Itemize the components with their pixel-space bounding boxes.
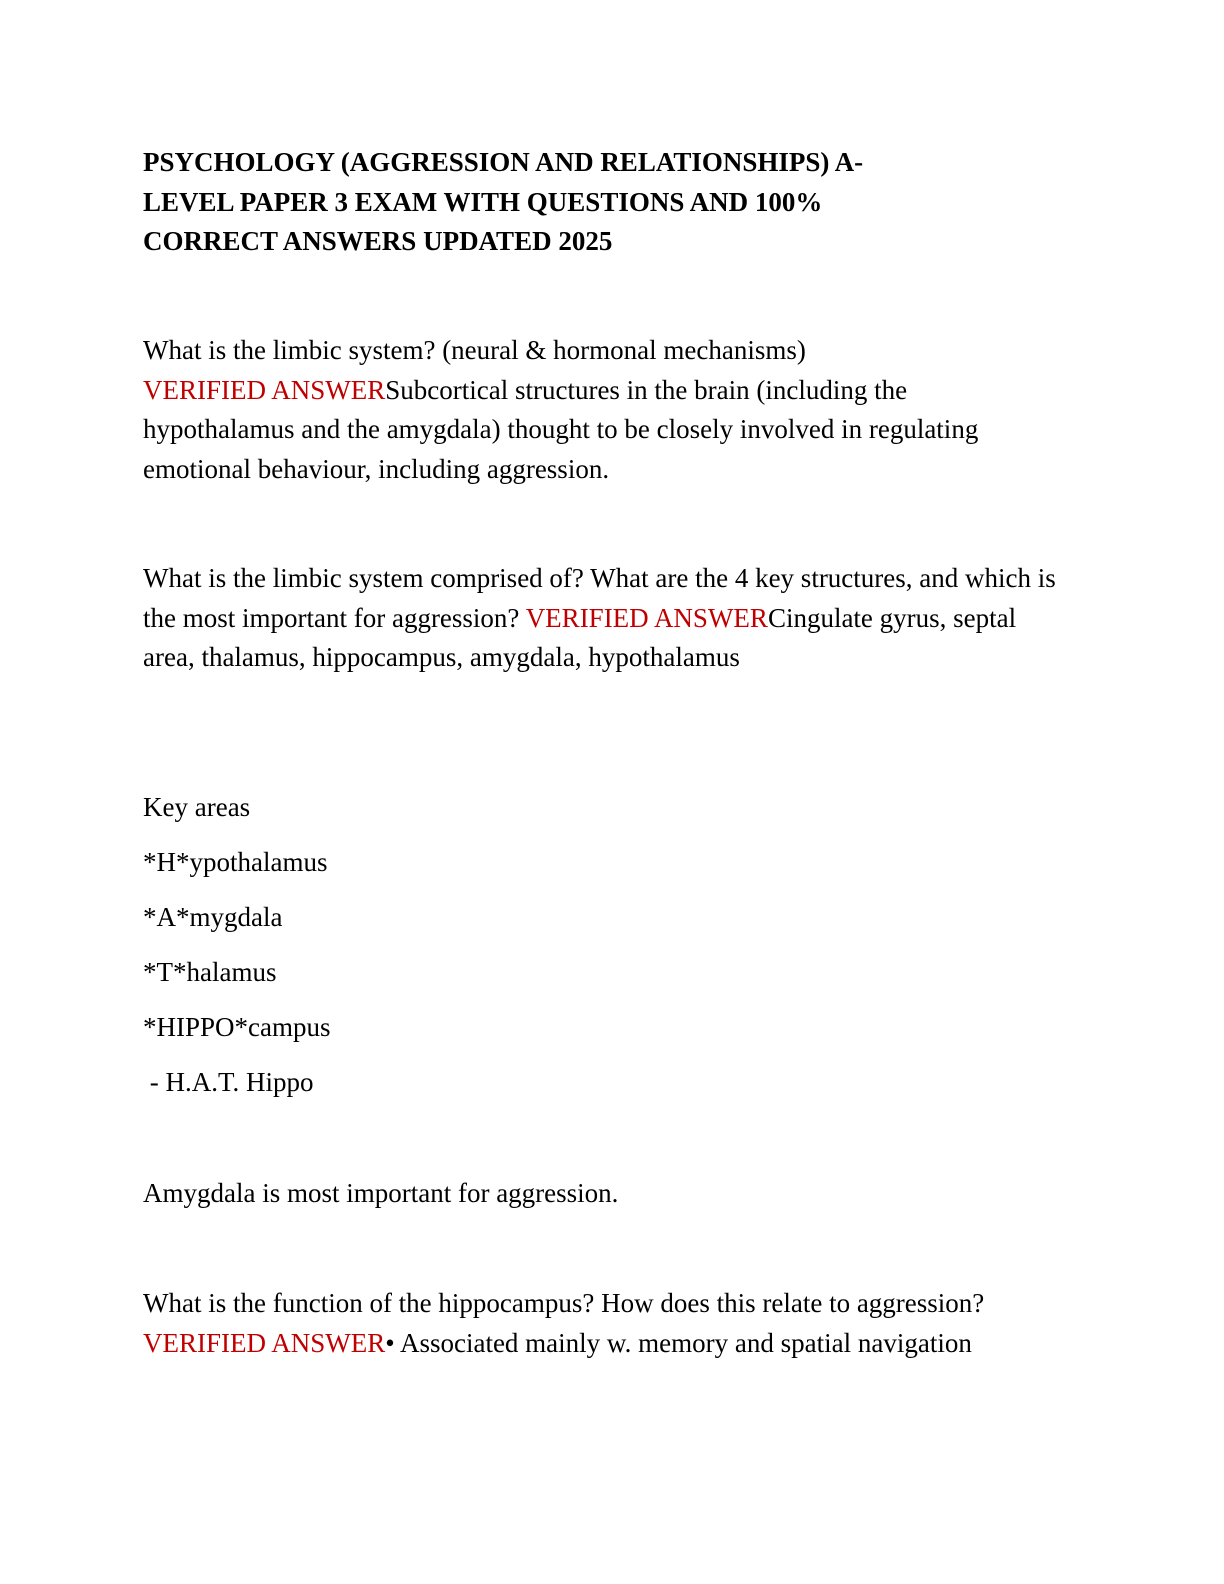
answer-3: • Associated mainly w. memory and spatial navigation <box>385 1327 972 1358</box>
answer-tag-2: VERIFIED ANSWER <box>525 602 768 633</box>
key-area-mnemonic: - H.A.T. Hippo <box>143 1067 314 1097</box>
key-area-item: *H*ypothalamus <box>143 847 328 877</box>
key-area-item: *HIPPO*campus <box>143 1012 331 1042</box>
question-1: What is the limbic system? (neural & hormonal mechanisms) <box>143 335 806 365</box>
answer-2: Cingulate gyrus, septal area, thalamus, hippocampus, amygdala, hypothalamus <box>143 602 1017 672</box>
qa-block-2 <box>143 559 1063 678</box>
key-area-item: *A*mygdala <box>143 902 283 932</box>
answer-tag-3: VERIFIED ANSWER <box>143 1327 386 1358</box>
qa-block-1 <box>143 331 1063 489</box>
qa-block-3 <box>143 1284 1053 1363</box>
answer-1: Subcortical structures in the brain (including the hypothalamus and the amygdala) thought to be closely involved in regulating emotional behaviour, including aggression. <box>143 374 979 484</box>
key-area-item: *T*halamus <box>143 957 277 987</box>
title-line-2: LEVEL PAPER 3 EXAM WITH QUESTIONS AND 100% <box>143 186 823 217</box>
title-line-3: CORRECT ANSWERS UPDATED 2025 <box>143 226 613 256</box>
document-title <box>143 143 1043 262</box>
question-2: What is the limbic system comprised of? What are the 4 key structures, and which is the most important for aggression? <box>143 563 1056 633</box>
amygdala-note: Amygdala is most important for aggression. <box>143 1178 619 1208</box>
title-line-1: PSYCHOLOGY (AGGRESSION AND RELATIONSHIPS) A- <box>143 147 864 177</box>
question-3: What is the function of the hippocampus? How does this relate to aggression? <box>143 1288 985 1318</box>
answer-tag-1: VERIFIED ANSWER <box>143 374 386 405</box>
key-areas-heading: Key areas <box>143 792 251 822</box>
